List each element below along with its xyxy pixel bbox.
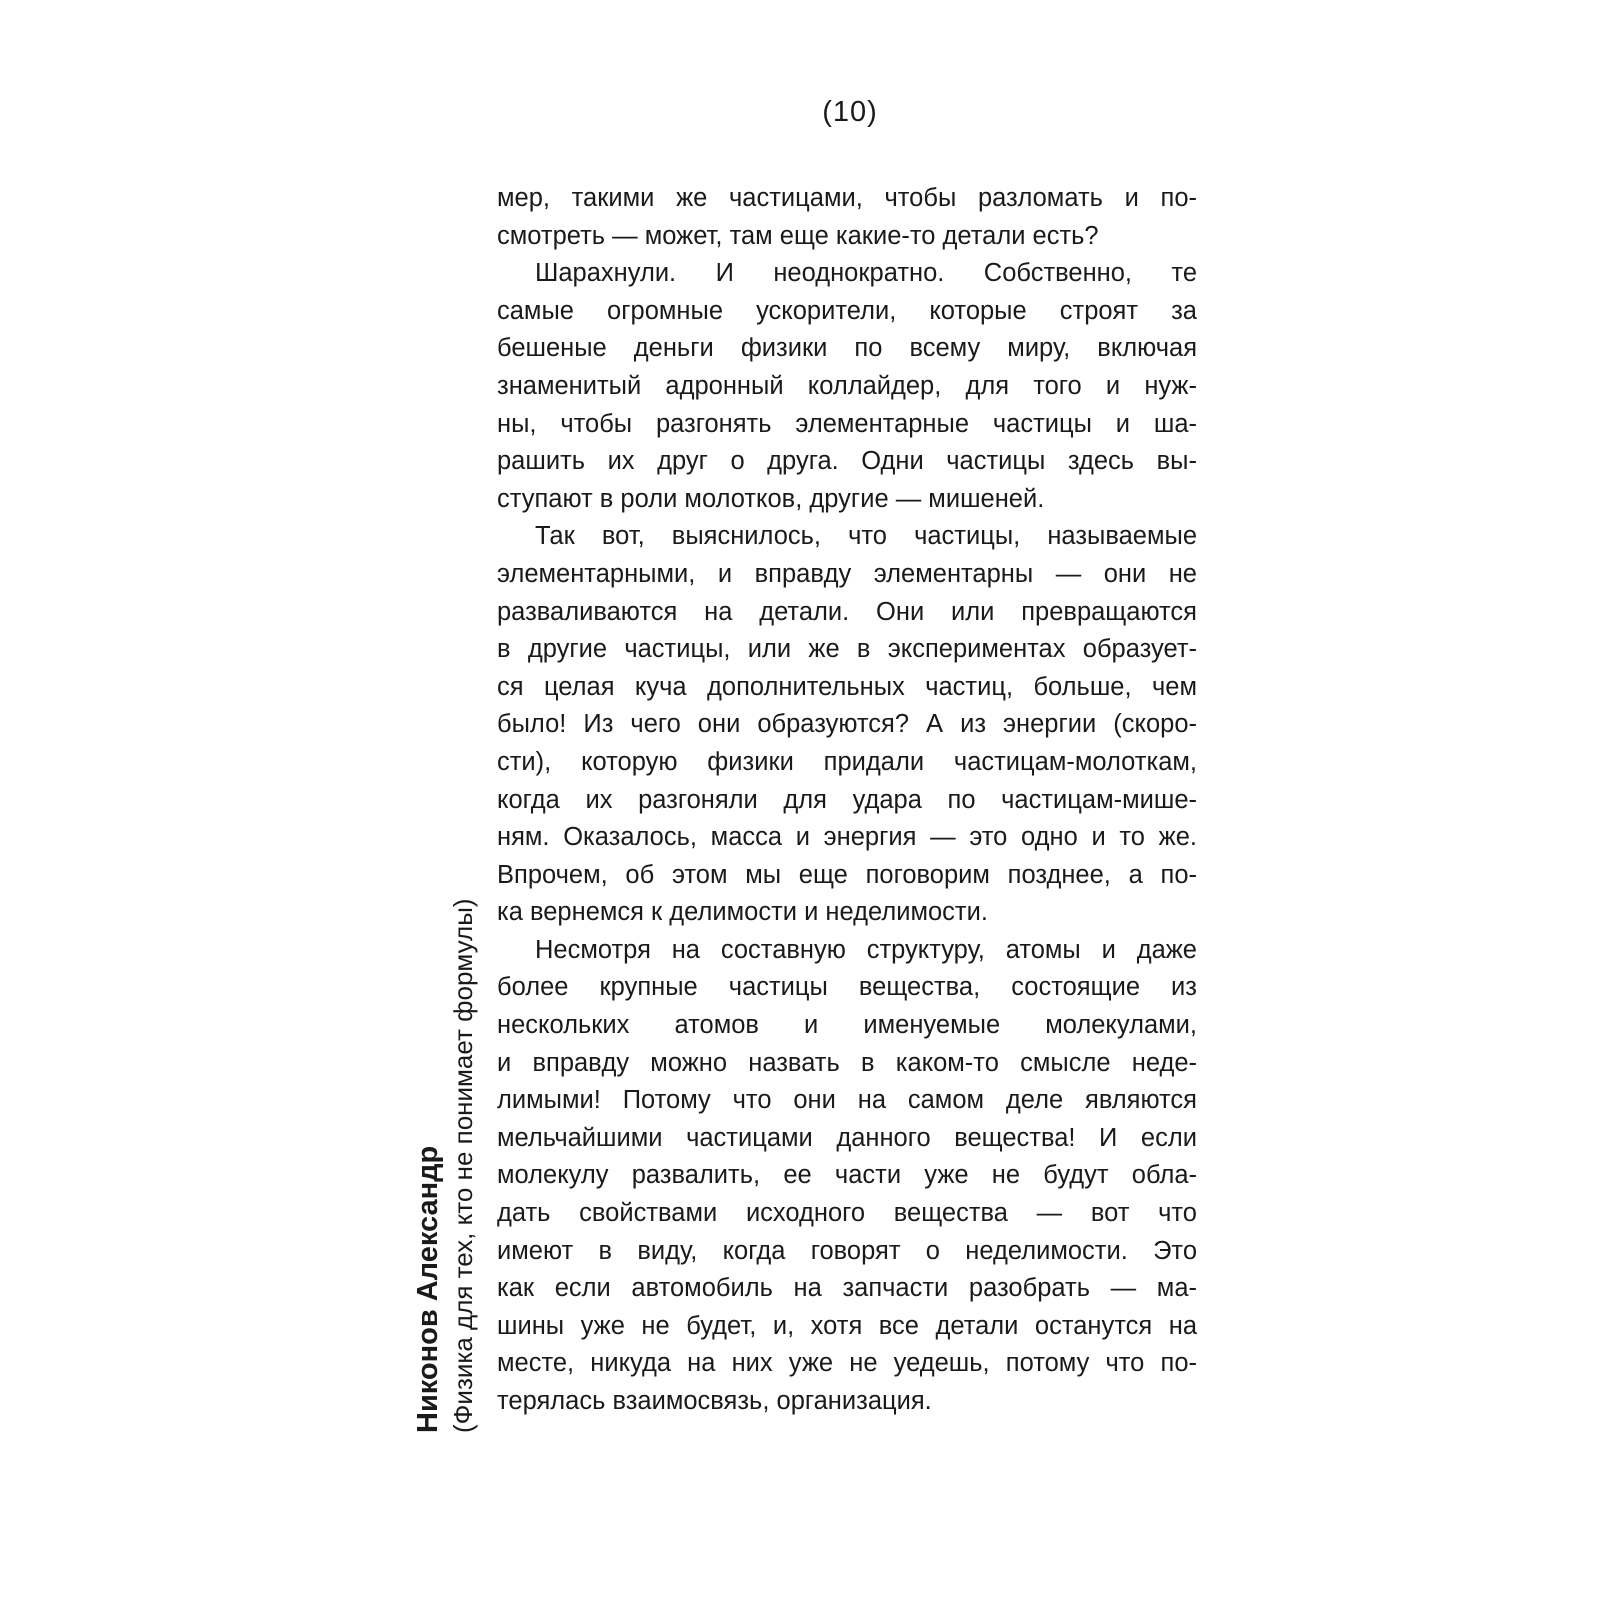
text-line: в другие частицы, или же в экспериментах образует- [497, 635, 1197, 664]
text-line: Впрочем, об этом мы еще поговорим позднее, а по- [497, 860, 1197, 889]
book-title: (Физика для тех, кто не понимает формулы) [448, 898, 478, 1433]
text-line: элементарными, и вправду элементарны — они не [497, 559, 1197, 588]
running-header-vertical [410, 873, 490, 1433]
text-line: как если автомобиль на запчасти разобрать — ма- [497, 1274, 1197, 1303]
text-line: имеют в виду, когда говорят о неделимости. Это [497, 1236, 1197, 1265]
text-line: нескольких атомов и именуемые молекулами, [497, 1011, 1197, 1040]
text-line: ся целая куча дополнительных частиц, больше, чем [497, 672, 1197, 701]
text-line: смотреть — может, там еще какие-то детали есть? [497, 221, 1099, 250]
text-line: разваливаются на детали. Они или превращаются [497, 597, 1197, 626]
text-line: ступают в роли молотков, другие — мишеней. [497, 484, 1045, 513]
author-name: Никонов Александр [412, 1145, 444, 1433]
text-line: мельчайшими частицами данного вещества! И если [497, 1123, 1197, 1152]
text-line: Несмотря на составную структуру, атомы и даже [535, 935, 1197, 964]
text-line: было! Из чего они образуются? А из энергии (скоро- [497, 710, 1197, 739]
text-line: терялась взаимосвязь, организация. [497, 1387, 932, 1415]
text-line: бешеные деньги физики по всему миру, включая [497, 334, 1197, 363]
text-line: и вправду можно назвать в каком-то смысле неде- [497, 1048, 1197, 1077]
text-line: когда их разгоняли для удара по частицам-мише- [497, 785, 1197, 814]
text-line: рашить их друг о друга. Одни частицы здесь вы- [497, 447, 1197, 476]
running-header-rotated [410, 873, 490, 1433]
text-line: молекулу развалить, ее части уже не будут обла- [497, 1161, 1197, 1190]
text-line: мер, такими же частицами, чтобы разломать и по- [497, 184, 1197, 212]
text-line: ням. Оказалось, масса и энергия — это одно и то же. [497, 823, 1197, 852]
text-line: лимыми! Потому что они на самом деле являются [497, 1086, 1197, 1115]
page-number: (10) [822, 96, 878, 128]
text-line: ка вернемся к делимости и неделимости. [497, 898, 988, 927]
text-line: знаменитый адронный коллайдер, для того и нуж- [497, 371, 1197, 400]
text-line: дать свойствами исходного вещества — вот что [497, 1199, 1197, 1228]
text-line: шины уже не будет, и, хотя все детали останутся на [497, 1311, 1197, 1340]
text-line: более крупные частицы вещества, состоящие из [497, 973, 1197, 1002]
text-line: ны, чтобы разгонять элементарные частицы и ша- [497, 409, 1197, 438]
text-line: месте, никуда на них уже не уедешь, потому что по- [497, 1349, 1197, 1378]
text-line: Шарахнули. И неоднократно. Собственно, те [535, 259, 1197, 288]
body-text [497, 180, 1197, 1421]
text-line: самые огромные ускорители, которые строят за [497, 296, 1197, 325]
text-line: Так вот, выяснилось, что частицы, называемые [535, 522, 1197, 551]
text-line: сти), которую физики придали частицам-молоткам, [497, 747, 1197, 776]
